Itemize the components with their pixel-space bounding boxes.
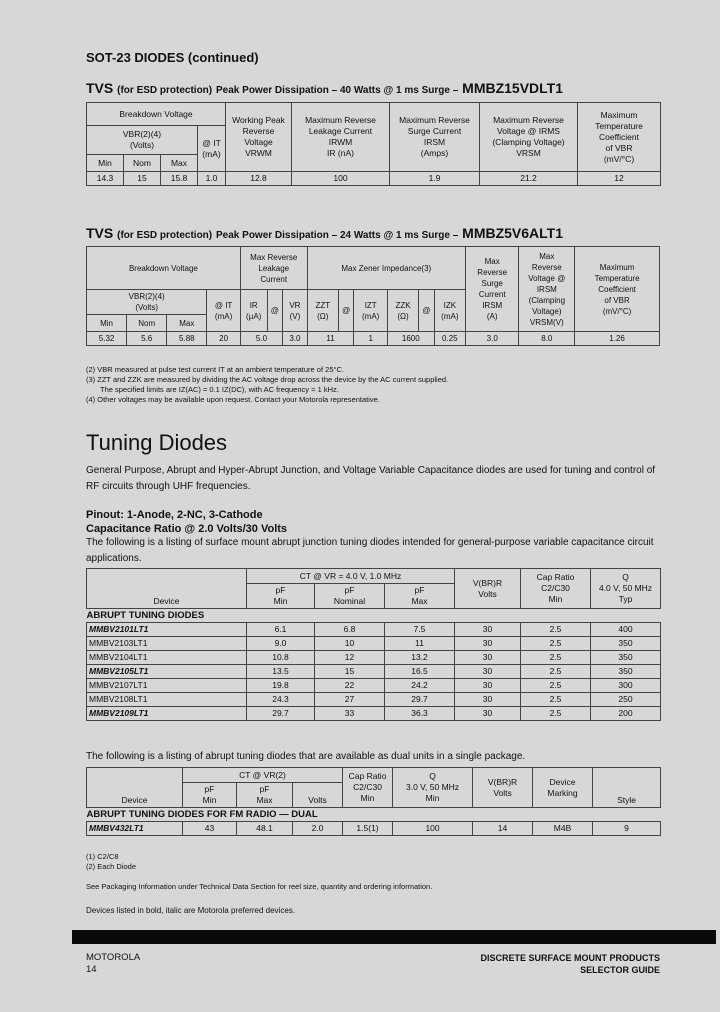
tvs2-h-it: @ IT (mA) — [207, 290, 240, 332]
tvs2-h-at: @ — [267, 290, 283, 332]
tvs2-table — [86, 246, 660, 346]
footer-bar — [72, 930, 716, 944]
footer-subtitle: SELECTOR GUIDE — [580, 965, 660, 975]
cell: 30 — [455, 665, 521, 679]
cell: 12 — [315, 651, 385, 665]
cell: 30 — [455, 637, 521, 651]
cell: 36.3 — [385, 707, 455, 721]
section-title: SOT-23 DIODES (continued) — [86, 50, 259, 65]
cell: 9.0 — [247, 637, 315, 651]
preferred-note: Devices listed in bold, italic are Motorola preferred devices. — [86, 906, 295, 915]
tvs1-h-temp-coeff: Maximum Temperature Coefficient of VBR (mV/°C) — [578, 103, 661, 172]
cell: 29.7 — [385, 693, 455, 707]
cell: 10.8 — [247, 651, 315, 665]
footer-right — [480, 952, 660, 976]
tvs1-h-working-peak: Working Peak Reverse Voltage VRWM — [226, 103, 292, 172]
tvs1-cell: 100 — [292, 172, 390, 186]
cell: M4B — [533, 822, 593, 836]
tvs2-h-izt: IZT (mA) — [354, 290, 387, 332]
tvs1-h-vbr: VBR(2)(4) (Volts) — [87, 126, 198, 155]
cell: 2.5 — [521, 665, 591, 679]
page-number: 14 — [86, 964, 97, 975]
tvs2-h-surge: Max Reverse Surge Current IRSM (A) — [465, 247, 519, 332]
t2-h-vbr: V(BR)R Volts — [473, 768, 533, 808]
tvs2-cell: 1600 — [387, 332, 434, 346]
cell: 2.5 — [521, 707, 591, 721]
tvs2-cell: 1 — [354, 332, 387, 346]
tuning-table-2 — [86, 767, 661, 836]
t2-h-cr: Cap Ratio C2/C30 Min — [343, 768, 393, 808]
cell: 24.3 — [247, 693, 315, 707]
footnote: (2) Each Diode — [86, 862, 137, 871]
pkg-note: See Packaging Information under Technical Data Section for reel size, quantity and ordering information. — [86, 882, 433, 891]
tvs1-desc: Peak Power Dissipation – 40 Watts @ 1 ms Surge – — [216, 85, 459, 96]
tvs2-h-zzk: ZZK (Ω) — [387, 290, 418, 332]
cell: 29.7 — [247, 707, 315, 721]
cell: 7.5 — [385, 623, 455, 637]
tuning-table-1 — [86, 568, 661, 721]
cell: 27 — [315, 693, 385, 707]
device-cell: MMBV432LT1 — [87, 822, 183, 836]
t1-group: ABRUPT TUNING DIODES — [87, 609, 661, 623]
cell: 250 — [591, 693, 661, 707]
tvs1-cell: 21.2 — [480, 172, 578, 186]
table-row — [87, 707, 661, 721]
cell: 10 — [315, 637, 385, 651]
tvs2-cell: 3.0 — [465, 332, 519, 346]
cell: 43 — [183, 822, 237, 836]
cell: 16.5 — [385, 665, 455, 679]
tvs2-cell: 20 — [207, 332, 240, 346]
tvs2-h-ir: IR (μA) — [240, 290, 267, 332]
tvs1-h-surge: Maximum Reverse Surge Current IRSM (Amps) — [390, 103, 480, 172]
footnote: (2) VBR measured at pulse test current IT at an ambient temperature of 25°C. — [86, 365, 344, 374]
device-cell: MMBV2103LT1 — [87, 637, 247, 651]
tuning-intro: General Purpose, Abrupt and Hyper-Abrupt Junction, and Voltage Variable Capacitance diodes are used for tuning and control of RF circuits through UHF frequencies. — [86, 465, 656, 492]
device-cell: MMBV2105LT1 — [87, 665, 247, 679]
t1-h-ct: CT @ VR = 4.0 V, 1.0 MHz — [247, 569, 455, 584]
tvs-footnotes — [86, 365, 660, 405]
t2-footnotes — [86, 852, 136, 872]
tvs1-cell: 1.9 — [390, 172, 480, 186]
tvs2-h-at3: @ — [419, 290, 435, 332]
cell: 6.8 — [315, 623, 385, 637]
tvs1-h-min: Min — [87, 155, 124, 172]
t2-h-q: Q 3.0 V, 50 MHz Min — [393, 768, 473, 808]
t2-group: ABRUPT TUNING DIODES FOR FM RADIO — DUAL — [87, 808, 661, 822]
tvs2-cell: 11 — [307, 332, 354, 346]
cell: 48.1 — [237, 822, 293, 836]
cell: 200 — [591, 707, 661, 721]
tvs2-h-zener: Max Zener Impedance(3) — [307, 247, 465, 290]
tvs2-h-vr: VR (V) — [283, 290, 308, 332]
t2-h-volts: Volts — [293, 783, 343, 808]
cell: 350 — [591, 651, 661, 665]
tvs2-h-at2: @ — [338, 290, 354, 332]
cell: 15 — [315, 665, 385, 679]
tvs1-cell: 15 — [124, 172, 161, 186]
tvs2-h-vbr: VBR(2)(4) (Volts) — [87, 290, 207, 315]
tvs1-table — [86, 102, 661, 186]
tvs1-cell: 1.0 — [198, 172, 226, 186]
t1-h-nom: pF Nominal — [315, 584, 385, 609]
cell: 13.5 — [247, 665, 315, 679]
tvs1-h-it: @ IT (mA) — [198, 126, 226, 172]
tvs1-cell: 12.8 — [226, 172, 292, 186]
tvs2-cell: 3.0 — [283, 332, 308, 346]
tvs1-h-nom: Nom — [124, 155, 161, 172]
tvs2-h-izk: IZK (mA) — [434, 290, 465, 332]
cell: 22 — [315, 679, 385, 693]
tvs2-h-min: Min — [87, 315, 127, 332]
cell: 2.0 — [293, 822, 343, 836]
t1-h-max: pF Max — [385, 584, 455, 609]
pinout: Pinout: 1-Anode, 2-NC, 3-Cathode — [86, 509, 263, 521]
cell: 350 — [591, 665, 661, 679]
tvs2-part: MMBZ5V6ALT1 — [462, 225, 564, 241]
tvs1-tvs: TVS — [86, 80, 114, 96]
table-row — [87, 651, 661, 665]
tvs1-h-rev-voltage: Maximum Reverse Voltage @ IRMS (Clamping Voltage) VRSM — [480, 103, 578, 172]
cell: 2.5 — [521, 693, 591, 707]
tvs2-cell: 5.88 — [167, 332, 207, 346]
tvs1-h-max: Max — [161, 155, 198, 172]
t2-h-marking: Device Marking — [533, 768, 593, 808]
tvs1-heading — [86, 80, 563, 96]
cell: 300 — [591, 679, 661, 693]
device-cell: MMBV2104LT1 — [87, 651, 247, 665]
tvs1-sub: (for ESD protection) — [117, 85, 213, 96]
cell: 350 — [591, 637, 661, 651]
cell: 2.5 — [521, 679, 591, 693]
cell: 1.5(1) — [343, 822, 393, 836]
tvs1-part: MMBZ15VDLT1 — [462, 80, 564, 96]
t2-h-min: pF Min — [183, 783, 237, 808]
cell: 6.1 — [247, 623, 315, 637]
cell: 9 — [593, 822, 661, 836]
t1-h-vbr: V(BR)R Volts — [455, 569, 521, 609]
t2-h-style: Style — [593, 768, 661, 808]
cell: 14 — [473, 822, 533, 836]
cell: 11 — [385, 637, 455, 651]
tvs1-cell: 12 — [578, 172, 661, 186]
tvs2-cell: 0.25 — [434, 332, 465, 346]
table-row — [87, 637, 661, 651]
cap-ratio-heading: Capacitance Ratio @ 2.0 Volts/30 Volts — [86, 523, 288, 535]
table-row — [87, 679, 661, 693]
footnote: The specified limits are IZ(AC) = 0.1 IZ(DC), with AC frequency = 1 kHz. — [100, 385, 339, 394]
listing1: The following is a listing of surface mount abrupt junction tuning diodes intended for general-purpose variable capacitance circuit applications. — [86, 537, 654, 564]
cell: 13.2 — [385, 651, 455, 665]
footer-brand: MOTOROLA — [86, 952, 141, 963]
tvs2-sub: (for ESD protection) — [117, 230, 213, 241]
tuning-title: Tuning Diodes — [86, 430, 228, 455]
tvs2-desc: Peak Power Dissipation – 24 Watts @ 1 ms Surge – — [216, 230, 459, 241]
tvs2-h-nom: Nom — [127, 315, 167, 332]
tvs2-cell: 5.32 — [87, 332, 127, 346]
device-cell: MMBV2101LT1 — [87, 623, 247, 637]
footnote: (4) Other voltages may be available upon request. Contact your Motorola representative. — [86, 395, 380, 404]
cell: 33 — [315, 707, 385, 721]
cell: 30 — [455, 707, 521, 721]
tvs2-h-leakage: Max Reverse Leakage Current — [240, 247, 307, 290]
footer-title: DISCRETE SURFACE MOUNT PRODUCTS — [480, 953, 660, 963]
tvs1-cell: 14.3 — [87, 172, 124, 186]
device-cell: MMBV2109LT1 — [87, 707, 247, 721]
tvs2-h-max: Max — [167, 315, 207, 332]
cell: 30 — [455, 651, 521, 665]
footer-left — [86, 952, 140, 976]
cell: 2.5 — [521, 651, 591, 665]
table-row — [87, 822, 661, 836]
cell: 2.5 — [521, 637, 591, 651]
tvs1-h-leakage: Maximum Reverse Leakage Current IRWM IR (nA) — [292, 103, 390, 172]
cell: 24.2 — [385, 679, 455, 693]
tvs2-h-breakdown: Breakdown Voltage — [87, 247, 241, 290]
tvs2-h-temp-coeff: Maximum Temperature Coefficient of VBR (mV/°C) — [575, 247, 660, 332]
cell: 30 — [455, 623, 521, 637]
t2-h-device: Device — [87, 768, 183, 808]
t1-h-device: Device — [87, 569, 247, 609]
tvs1-cell: 15.8 — [161, 172, 198, 186]
table-row — [87, 693, 661, 707]
device-cell: MMBV2107LT1 — [87, 679, 247, 693]
cell: 100 — [393, 822, 473, 836]
tvs1-h-breakdown: Breakdown Voltage — [87, 103, 226, 126]
device-cell: MMBV2108LT1 — [87, 693, 247, 707]
table-row — [87, 665, 661, 679]
t1-h-cr: Cap Ratio C2/C30 Min — [521, 569, 591, 609]
tvs2-h-zzt: ZZT (Ω) — [307, 290, 338, 332]
cell: 2.5 — [521, 623, 591, 637]
cell: 19.8 — [247, 679, 315, 693]
t2-h-ct: CT @ VR(2) — [183, 768, 343, 783]
tvs2-heading — [86, 225, 563, 241]
tvs2-cell: 8.0 — [519, 332, 575, 346]
t1-h-min: pF Min — [247, 584, 315, 609]
footnote: (1) C2/C8 — [86, 852, 119, 861]
tvs2-h-rev-voltage: Max Reverse Voltage @ IRSM (Clamping Voltage) VRSM(V) — [519, 247, 575, 332]
tvs2-tvs: TVS — [86, 225, 114, 241]
tvs2-cell: 5.6 — [127, 332, 167, 346]
listing2: The following is a listing of abrupt tuning diodes that are available as dual units in a single package. — [86, 751, 526, 762]
tvs2-cell: 1.26 — [575, 332, 660, 346]
t2-h-max: pF Max — [237, 783, 293, 808]
cell: 30 — [455, 693, 521, 707]
footnote: (3) ZZT and ZZK are measured by dividing the AC voltage drop across the device by the AC current supplied. — [86, 375, 449, 384]
tvs2-cell: 5.0 — [240, 332, 282, 346]
t1-h-q: Q 4.0 V, 50 MHz Typ — [591, 569, 661, 609]
table-row — [87, 623, 661, 637]
cell: 400 — [591, 623, 661, 637]
cell: 30 — [455, 679, 521, 693]
